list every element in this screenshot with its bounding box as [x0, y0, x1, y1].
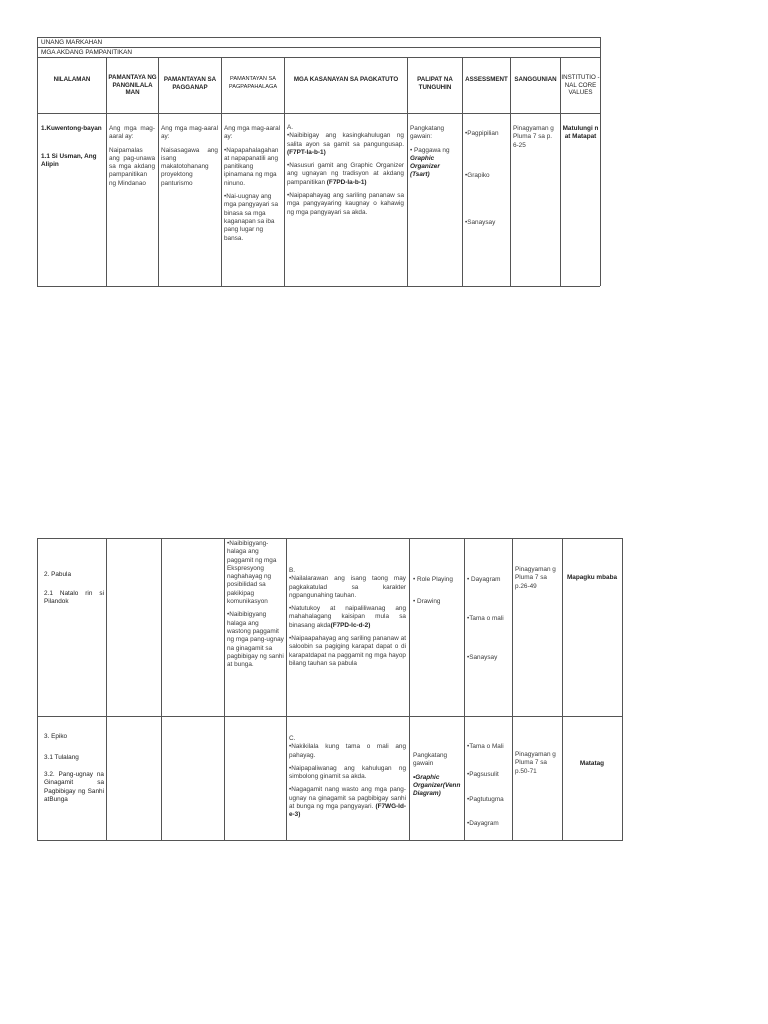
- row1-palipat: Pangkatang gawain: • Paggawa ng Graphic Organizer (Tsart): [410, 125, 450, 179]
- header-sanggunian: SANGGUNIAN: [514, 76, 557, 83]
- row2-kasanayan: B. •Nailalarawan ang isang taong may pagkakatulad sa karakter ngpangunahing tauhan. •Natutukoy at naipaliliwanag ang mahahalagang kaisipan mula sa binasang akda(F7PD-Ic-d-2) •Naipaapahayag ang sariling pananaw at saloobin sa pagiging karapat dapat o di karapatdapat na paggamit ng mga hayop bilang tauhan sa pabula: [289, 567, 406, 667]
- header-pagpapahalaga: PAMANTAYAN SA PAGPAPAHALAGA: [228, 76, 278, 90]
- row1-pagganap: Ang mga mag-aaral ay: Naisasagawa ang isang makatotohanang proyektong panturismo: [161, 125, 218, 187]
- row3-content-sub1: 3.1 Tulalang: [44, 754, 79, 761]
- row3-kasanayan: C. •Nakikilala kung tama o mali ang pahayag. •Naipapaliwanag ang kahulugan ng simbolong ginamit sa akda. •Nagagamit nang wasto ang mga pang-ugnay na ginagamit sa pagbibigay sanhi at bunga ng mga pangyayari. (F7WG-Id-e-3): [289, 735, 406, 819]
- row1-assessment-1: •Pagpipilian: [465, 130, 499, 137]
- row3-content-title: 3. Epiko: [44, 733, 68, 740]
- quarter-title: UNANG MARKAHAN: [41, 39, 103, 46]
- row2-pagpapahalaga: •Naibibigyang-halaga ang paggamit ng mga Ekspresyong naghahayag ng posibilidad sa pakikipag komunikasyon •Naibibigyang halaga ang wastong paggamit ng mga pang-ugnay na ginagamit sa pagbibigay ng sanhi at bunga.: [227, 540, 284, 669]
- header-nilalaman: NILALAMAN: [53, 76, 91, 83]
- row2-assessment-1: • Dayagram: [467, 576, 501, 583]
- row2-assessment-2: •Tama o mali: [467, 615, 504, 622]
- row1-reference: Pinagyaman g Pluma 7 sa p. 6-25: [513, 125, 554, 149]
- row3-assessment-3: •Pagtutugma: [467, 796, 504, 803]
- header-assessment: ASSESSMENT: [465, 76, 508, 83]
- row3-core-value: Matatag: [579, 760, 605, 767]
- header-core-values: INSTITUTIO -NAL CORE VALUES: [561, 74, 600, 97]
- row1-content-title: 1.Kuwentong-bayan: [41, 125, 102, 132]
- row3-palipat: Pangkatang gawain •Graphic Organizer(Venn Diagram): [413, 752, 461, 798]
- row2-core-value: Mapagku mbaba: [566, 574, 618, 581]
- header-pagganap: PAMANTAYAN SA PAGGANAP: [163, 76, 217, 91]
- header-palipat: PALIPAT NA TUNGUHIN: [417, 76, 453, 91]
- row1-assessment-3: •Sanaysay: [465, 219, 496, 226]
- row3-assessment-2: •Pagsusulit: [467, 771, 499, 778]
- row1-content-sub: 1.1 Si Usman, Ang Alipin: [41, 153, 97, 169]
- row1-pagpapahalaga: Ang mga mag-aaral ay: •Napapahalagahan at napapanatili ang panitikang ipinamana ng mga ninuno. •Nai-uugnay ang mga pangyayari sa binasa sa mga kaganapan sa iba pang lugar ng bansa.: [224, 125, 281, 242]
- row1-pangnilalaman: Ang mga mag-aaral ay: Naipamalas ang pag-unawa sa mga akdang pampanitikan ng Mindanao: [109, 125, 155, 187]
- row3-assessment-1: •Tama o Mali: [467, 743, 504, 750]
- row2-palipat-1: • Role Playing: [413, 576, 453, 583]
- row3-reference: Pinagyaman g Pluma 7 sa p.50-71: [515, 751, 556, 775]
- unit-title: MGA AKDANG PAMPANITIKAN: [41, 49, 133, 56]
- row1-kasanayan: A. •Naibibigay ang kasingkahulugan ng salita ayon sa gamit sa pangungusap. (F7PT-Ia-b-1) •Nasusuri gamit ang Graphic Organizer ang ugnayan ng tradisyon at akdang pampanitikan (F7PD-Ia-b-1) •Naipapahayag ang sariling pananaw sa mga pangyayaring kaugnay o kahawig ng mga pangyayari sa akda.: [287, 124, 404, 216]
- row2-assessment-3: •Sanaysay: [467, 654, 498, 661]
- row1-core-value: Matulungi n at Matapat: [562, 125, 599, 141]
- header-pangnilalaman: PAMANTAYA NG PANGNILALA MAN: [108, 74, 157, 97]
- header-kasanayan: MGA KASANAYAN SA PAGKATUTO: [293, 76, 399, 83]
- row2-content-sub: 2.1 Natalo rin si Pilandok: [44, 590, 104, 606]
- row2-content-title: 2. Pabula: [44, 571, 72, 578]
- row2-reference: Pinagyaman g Pluma 7 sa p.26-49: [515, 566, 556, 590]
- row3-assessment-4: •Dayagram: [467, 820, 499, 827]
- row1-assessment-2: •Grapiko: [465, 172, 490, 179]
- row2-palipat-2: • Drawing: [413, 598, 441, 605]
- row3-content-sub2: 3.2. Pang-ugnay na Ginagamit sa Pagbibigay ng Sanhi atBunga: [44, 771, 104, 803]
